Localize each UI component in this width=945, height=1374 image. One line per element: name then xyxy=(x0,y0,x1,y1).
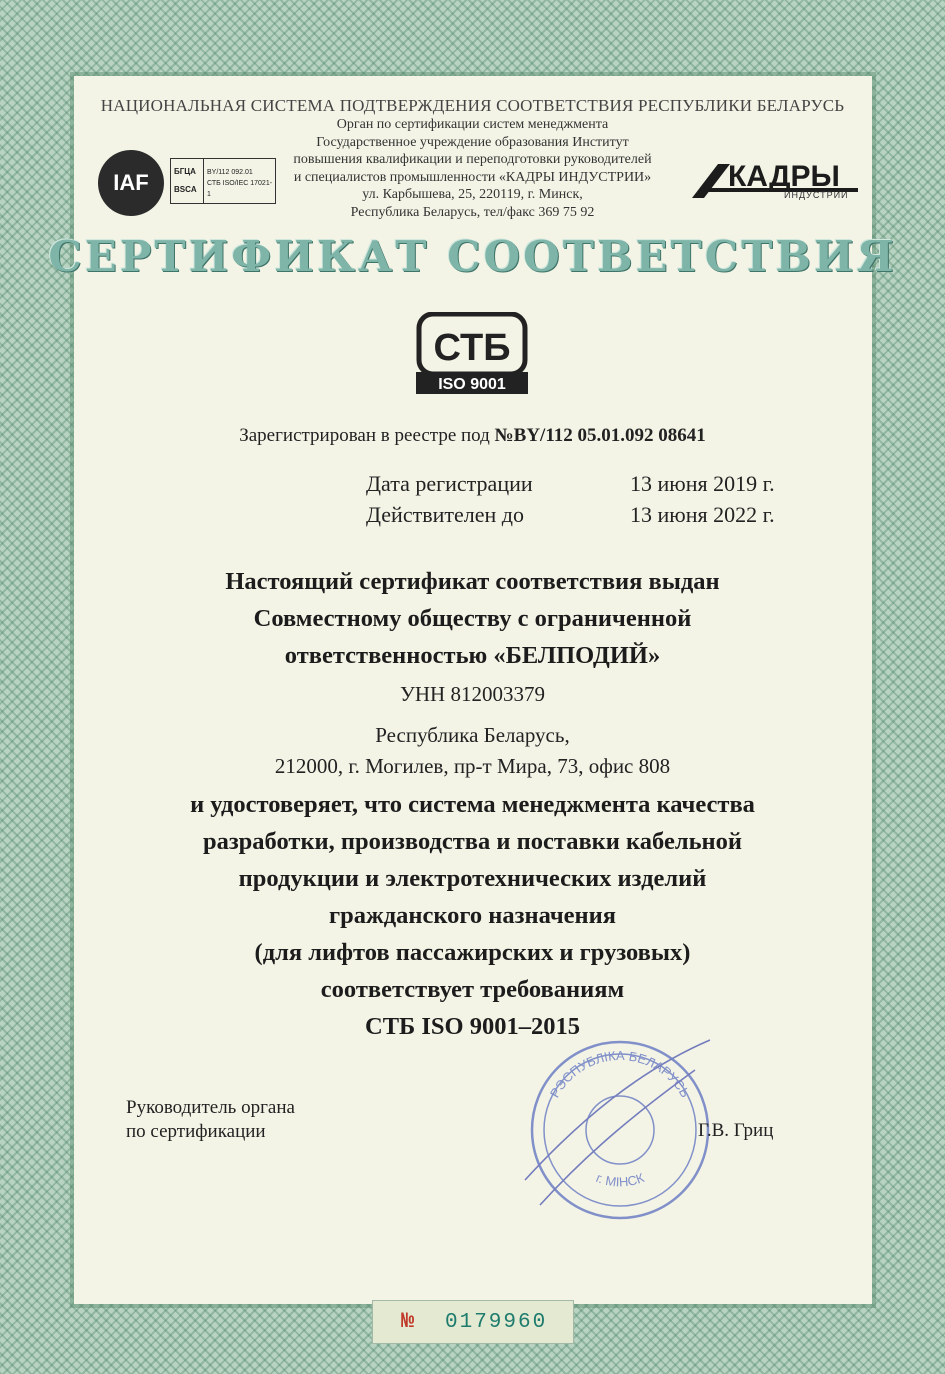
issuer-line: повышения квалификации и переподготовки руководителей xyxy=(293,152,652,167)
svg-text:г. МІНСК: г. МІНСК xyxy=(593,1170,646,1190)
certifies-line: гражданского назначения xyxy=(328,902,617,929)
stb-iso-9001-mark xyxy=(416,312,528,396)
certifies-line: разработки, производства и поставки кабельной xyxy=(202,828,743,855)
issuer-line: и специалистов промышленности «КАДРЫ ИНДУСТРИИ» xyxy=(293,169,652,185)
accreditation-mark-right xyxy=(207,167,273,200)
unn-number: УНН 812003379 xyxy=(400,682,545,706)
serial-number: 0179960 xyxy=(445,1311,548,1334)
address-line: Республика Беларусь, xyxy=(375,723,570,747)
svg-text:ISO 9001: ISO 9001 xyxy=(438,376,506,393)
bsca-label-ru: БГЦА xyxy=(174,167,196,176)
issuer-line: Республика Беларусь, тел/факс 369 75 92 xyxy=(350,204,595,220)
standard-reference: СТБ ISO 9001–2015 xyxy=(365,1013,580,1040)
registration-date-value: 13 июня 2019 г. xyxy=(630,471,775,496)
issued-to-block xyxy=(0,563,945,674)
iaf-logo-text: IAF xyxy=(113,170,149,195)
accreditation-number: BY/112 092.01 xyxy=(207,169,253,176)
registry-label: Зарегистрирован в реестре под xyxy=(239,425,495,446)
certifies-line: (для лифтов пассажирских и грузовых) xyxy=(254,939,691,966)
signatory-title-line: Руководитель органа xyxy=(126,1097,295,1118)
accreditation-mark-left xyxy=(171,159,204,203)
iaf-logo xyxy=(98,150,164,216)
signatory-title-line: по сертификации xyxy=(126,1121,266,1142)
issued-to-line: ответственностью «БЕЛПОДИЙ» xyxy=(284,642,661,669)
national-system-title: НАЦИОНАЛЬНАЯ СИСТЕМА ПОДТВЕРЖДЕНИЯ СООТВЕТСТВИЯ РЕСПУБЛИКИ БЕЛАРУСЬ xyxy=(100,96,845,115)
issuer-line: Орган по сертификации систем менеджмента xyxy=(336,117,609,132)
kadry-logo-word: КАДРЫ xyxy=(728,160,840,193)
serial-number-symbol: № xyxy=(401,1309,415,1334)
registry-line xyxy=(0,425,945,447)
issuer-line: ул. Карбышева, 25, 220119, г. Минск, xyxy=(362,187,583,202)
certifies-block xyxy=(0,786,945,1045)
certifies-line: и удостоверяет, что система менеджмента качества xyxy=(190,791,755,818)
registry-number: №BY/112 05.01.092 08641 xyxy=(494,425,706,446)
certifies-line: продукции и электротехнических изделий xyxy=(238,865,707,892)
svg-text:РЭСПУБЛІКА БЕЛАРУСЬ: РЭСПУБЛІКА БЕЛАРУСЬ xyxy=(546,1047,694,1101)
valid-until-label: Действителен до xyxy=(366,502,524,527)
certificate-title: СЕРТИФИКАТ СООТВЕТСТВИЯ xyxy=(48,232,897,281)
issuer-block xyxy=(250,116,695,221)
issued-to-line: Настоящий сертификат соответствия выдан xyxy=(225,568,720,595)
address-line: 212000, г. Могилев, пр-т Мира, 73, офис 808 xyxy=(274,754,671,778)
issuer-line: Государственное учреждение образования Институт xyxy=(316,134,629,150)
serial-number-box xyxy=(372,1300,574,1344)
kadry-logo-subtitle: ИНДУСТРИИ xyxy=(784,190,849,200)
signatory-name: Г.В. Гриц xyxy=(698,1120,774,1141)
holder-address xyxy=(0,720,945,782)
accreditation-standard: СТБ ISO/IEC 17021-1 xyxy=(207,180,273,198)
registration-date-label: Дата регистрации xyxy=(366,471,533,496)
certifies-line: соответствует требованиям xyxy=(320,976,625,1003)
accreditation-mark xyxy=(170,158,276,204)
signatory-title xyxy=(126,1096,295,1144)
bsca-label-en: BSCA xyxy=(174,185,197,194)
kadry-industrii-logo xyxy=(688,158,863,202)
official-stamp xyxy=(520,1030,720,1230)
valid-until-value: 13 июня 2022 г. xyxy=(630,502,775,527)
issued-to-line: Совместному обществу с ограниченной xyxy=(253,605,692,632)
svg-text:СТБ: СТБ xyxy=(433,327,511,369)
